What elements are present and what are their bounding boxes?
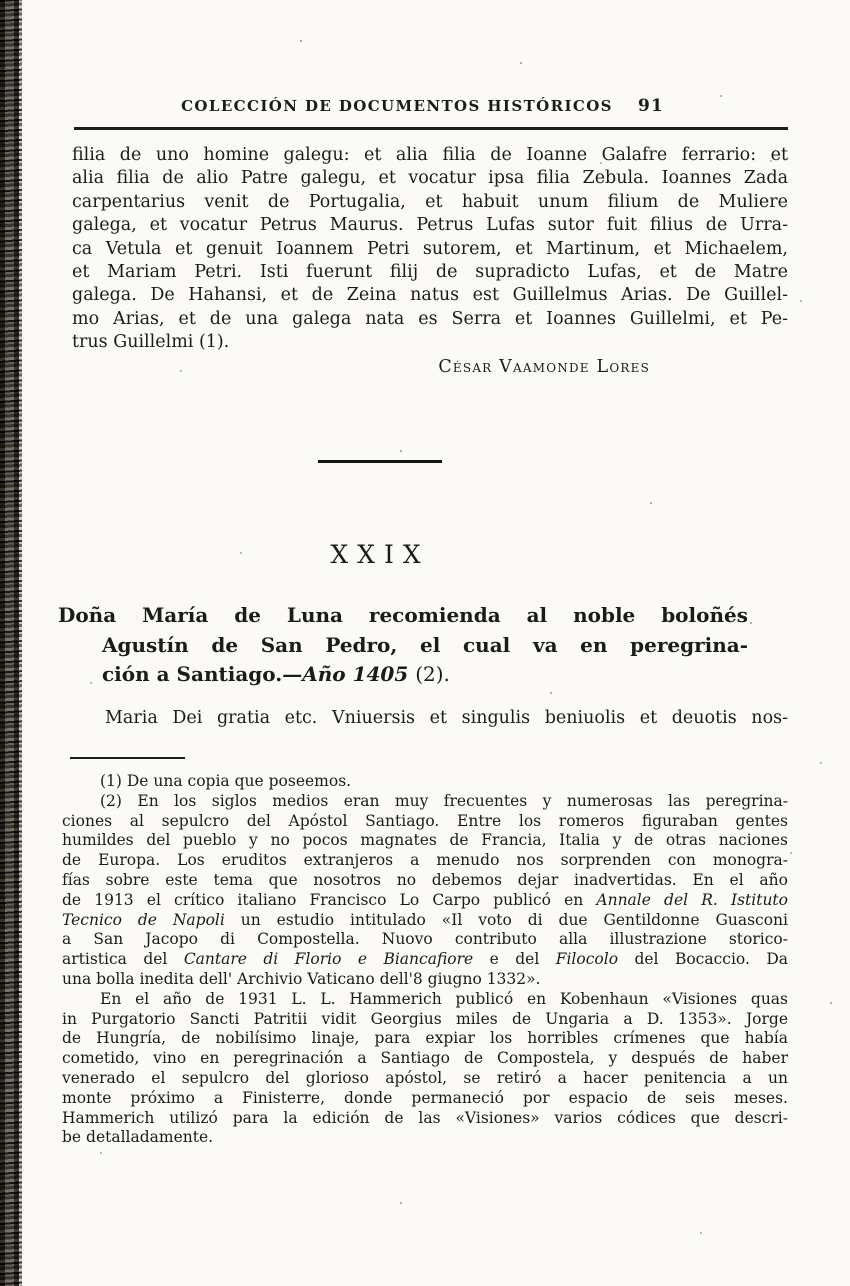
text-line: una bolla inedita dell' Archivio Vaticano dell'8 giugno 1332». bbox=[62, 969, 541, 988]
running-header-title: COLECCIÓN DE DOCUMENTOS HISTÓRICOS bbox=[181, 97, 613, 115]
section-heading bbox=[58, 601, 748, 690]
footnote-2 bbox=[62, 792, 788, 990]
text-line: Maria Dei gratia etc. Vniuersis et singulis beniuolis et deuotis nos- bbox=[105, 708, 788, 728]
text-line: cometido, vino en peregrinación a Santiago de Compostela, y después de haber bbox=[62, 1049, 788, 1068]
footnote-3 bbox=[62, 990, 788, 1148]
text-line: Hammerich utilizó para la edición de las «Visiones» varios códices que descri- bbox=[62, 1108, 788, 1127]
text-line: Agustín de San Pedro, el cual va en peregrina- bbox=[102, 632, 748, 657]
text-line: (1) De una copia que poseemos. bbox=[100, 772, 352, 790]
text-line: in Purgatorio Sancti Patritii vidit Georgius miles de Ungaria a D. 1353». Jorge bbox=[62, 1009, 788, 1028]
text-line: ca Vetula et genuit Ioannem Petri sutorem, et Martinum, et Michaelem, bbox=[72, 238, 788, 259]
text-line: Tecnico de Napoli un estudio intitulado «Il voto di due Gentildonne Guasconi bbox=[62, 910, 788, 929]
book-binding-edge bbox=[0, 0, 22, 1286]
text-line: monte próximo a Finisterre, donde permaneció por espacio de seis meses. bbox=[62, 1088, 788, 1107]
text-line: artistica del Cantare di Florio e Biancafiore e del Filocolo del Bocaccio. Da bbox=[62, 950, 788, 969]
text-line: be detalladamente. bbox=[62, 1128, 214, 1147]
text-line: galega, et vocatur Petrus Maurus. Petrus Lufas sutor fuit filius de Urra- bbox=[72, 215, 788, 236]
header-rule bbox=[74, 127, 788, 130]
text-line: ciones al sepulcro del Apóstol Santiago. Entre los romeros figuraban gentes bbox=[62, 811, 788, 830]
text-line: Doña María de Luna recomienda al noble boloñés bbox=[58, 603, 748, 627]
footnotes bbox=[62, 772, 788, 1148]
scan-noise-speckles bbox=[300, 40, 302, 42]
document-text bbox=[72, 144, 788, 355]
text-line: et Mariam Petri. Isti fuerunt filij de supradicto Lufas, et de Matre bbox=[72, 262, 788, 283]
running-header bbox=[72, 97, 788, 121]
section-number: XXIX bbox=[330, 540, 430, 569]
text-line: En el año de 1931 L. L. Hammerich publicó en Kobenhaun «Visiones quas bbox=[100, 989, 788, 1008]
text-line: fías sobre este tema que nosotros no debemos dejar inadvertidas. En el año bbox=[62, 870, 788, 889]
text-line: (2) En los siglos medios eran muy frecuentes y numerosas las peregrina- bbox=[100, 791, 788, 810]
text-line: de 1913 el crítico italiano Francisco Lo Carpo publicó en Annale del R. Istituto bbox=[62, 890, 788, 909]
text-line: humildes del pueblo y no pocos magnates de Francia, Italia y de otras naciones bbox=[62, 831, 788, 850]
text-line: trus Guillelmi (1). bbox=[72, 332, 230, 353]
text-line: alia filia de alio Patre galegu, et vocatur ipsa filia Zebula. Ioannes Zada bbox=[72, 168, 788, 189]
text-line: de Europa. Los eruditos extranjeros a menudo nos sorprenden con monogra- bbox=[62, 851, 788, 870]
text-line: venerado el sepulcro del glorioso apóstol, se retiró a hacer penitencia a un bbox=[62, 1068, 788, 1087]
section-opening-text bbox=[72, 707, 788, 730]
text-line: mo Arias, et de una galega nata es Serra et Ioannes Guillelmi, et Pe- bbox=[72, 308, 788, 329]
text-line: a San Jacopo di Compostella. Nuovo contributo alla illustrazione storico- bbox=[62, 930, 788, 949]
text-line: carpentarius venit de Portugalia, et habuit unum filium de Muliere bbox=[72, 191, 788, 212]
section-divider-rule bbox=[318, 460, 442, 463]
text-line: ción a Santiago.—Año 1405 (2). bbox=[102, 662, 450, 686]
author-signature: César Vaamonde Lores bbox=[438, 357, 650, 377]
page-number: 91 bbox=[638, 96, 664, 116]
text-line: filia de uno homine galegu: et alia filia de Ioanne Galafre ferrario: et bbox=[72, 145, 788, 165]
footnote-separator-rule bbox=[70, 757, 185, 759]
footnote-1 bbox=[62, 772, 788, 792]
text-line: galega. De Hahansi, et de Zeina natus est Guillelmus Arias. De Guillel- bbox=[72, 285, 788, 306]
text-line: de Hungría, de nobilísimo linaje, para expiar los horribles crímenes que había bbox=[62, 1029, 788, 1048]
